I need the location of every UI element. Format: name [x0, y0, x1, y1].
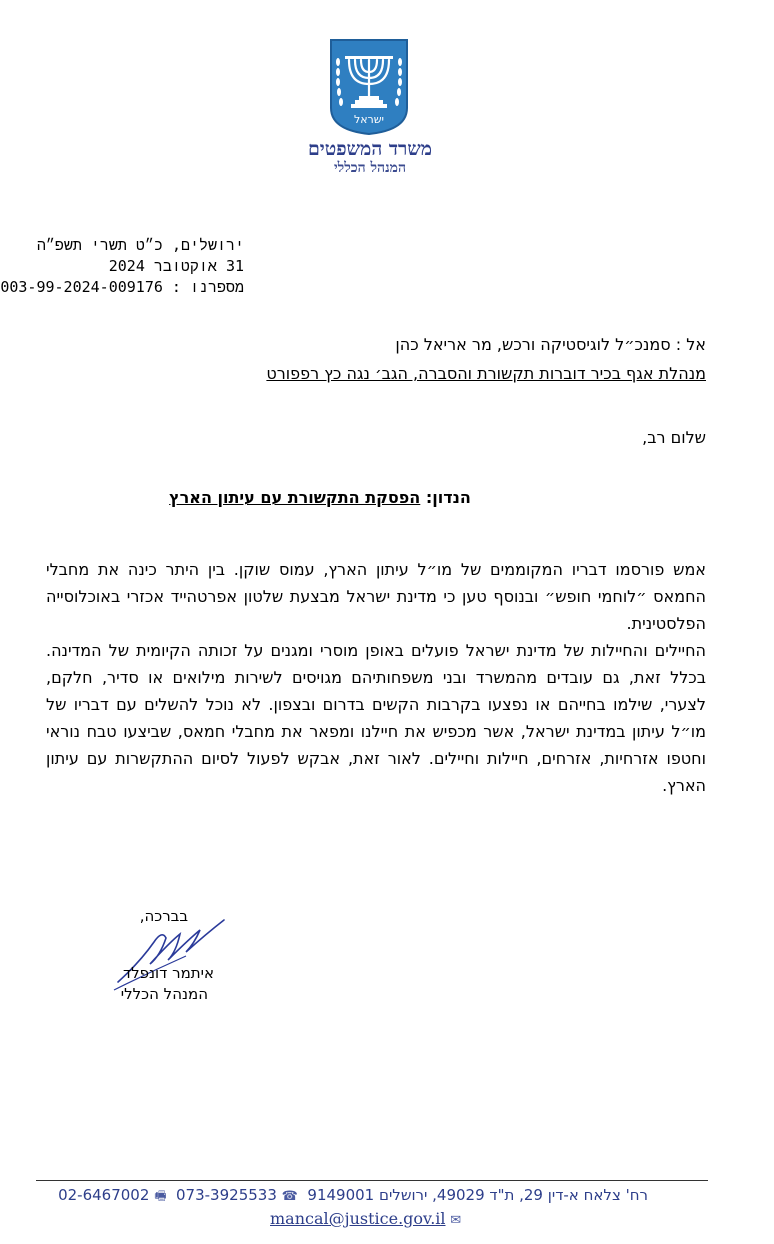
letter-body	[46, 556, 706, 799]
signer-name: איתמר דונפלד	[122, 964, 214, 982]
greeting: שלום רב,	[642, 428, 706, 447]
addressee-secondary: מנהלת אגף בכיר דוברות תקשורת והסברה, הגב׳ נגה כץ רפפורט	[266, 364, 706, 383]
closing: בברכה,	[139, 907, 188, 925]
footer-contact	[58, 1186, 648, 1209]
date-hebrew: ירושלים, כ״ט תשרי תשפ״ה	[36, 236, 244, 254]
email-icon: ✉	[450, 1213, 462, 1228]
office-name: המנהל הכללי	[333, 160, 407, 176]
footer-email[interactable]: mancal@justice.gov.il	[270, 1209, 446, 1228]
subject-label: הנדון:	[425, 488, 471, 507]
subject-text: הפסקת התקשורת עם עיתון הארץ	[169, 488, 421, 507]
signer-title: המנהל הכללי	[120, 985, 208, 1003]
subject-line	[100, 488, 540, 507]
footer-divider	[36, 1180, 708, 1181]
addressee-primary: אל : סמנכ״ל לוגיסטיקה ורכש, מר אריאל כהן	[395, 335, 706, 354]
date-gregorian: 31 אוקטובר 2024	[108, 257, 244, 275]
reference-number: מספרנו : 003-99-2024-009176	[0, 278, 244, 296]
body-paragraph-2: החיילים והחיילות של מדינת ישראל פועלים באופן מוסרי ומגנים על זכותה הקיומית של המדינה. בכלל זאת, גם עובדים מהמשרד ובני משפחותיהם מגויסים לשירות מילואים או סדיר, חלקם, לצערי, שילמו בחייהם או נפצעו בקרבות הקשים בדרום ובצפון. לא נוכל להשלים עם דבריו של מו״ל עיתון במדינת ישראל, אשר מכפיש את חיילנו ומפאר את מחבלי חמאס, שביצעו טבח נוראי וחטפו אזרחיות, אזרחים, חיילות וחיילים. לאור זאת, אבקש לפעול לסיום ההתקשרות עם עיתון הארץ.	[46, 641, 706, 795]
body-paragraph-1: אמש פורסמו דבריו המקוממים של מו״ל עיתון הארץ, עמוס שוקן. בין היתר כינה את מחבלי החמאס ״לוחמי חופש״ ובנוסף טען כי מדינת ישראל מבצעת שלטון אפרטהייד אכזרי באוכלוסייה הפלסטינית.	[46, 560, 706, 633]
footer-phone: 073-3925533	[176, 1186, 277, 1204]
fax-icon: 🖷	[154, 1189, 167, 1204]
emblem-text: ישראל	[353, 113, 385, 126]
footer-fax: 02-6467002	[58, 1186, 150, 1204]
state-emblem-icon	[329, 38, 409, 136]
ministry-name: משרד המשפטים	[307, 138, 433, 160]
footer-email-line	[270, 1209, 461, 1228]
addressee-secondary-wrap	[266, 364, 706, 383]
footer-address: רח' צלאח א-דין 29, ת"ד 49029, ירושלים 9149001	[307, 1186, 648, 1204]
phone-icon: ☎	[281, 1189, 298, 1204]
